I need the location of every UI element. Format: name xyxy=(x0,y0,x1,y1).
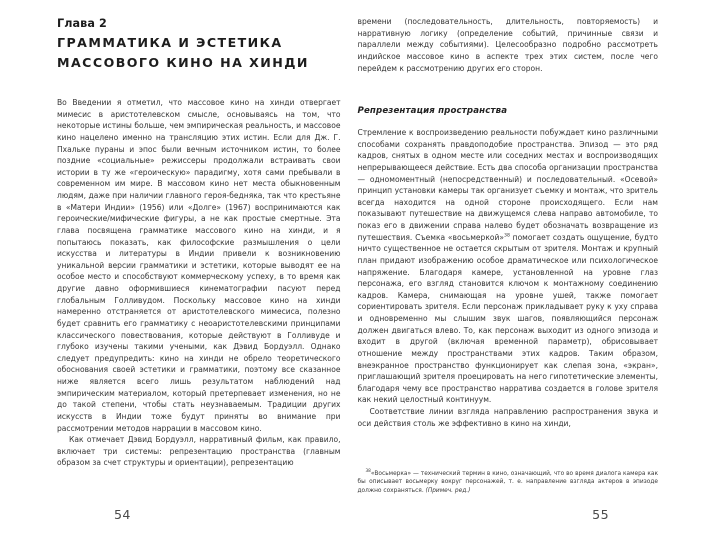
paragraph: Во Введении я отметил, что массовое кино на хинди отвергает мимесис в аристотелевском смысле, основываясь на том, что некоторые истины больше, чем эмпирическая реальность, и массовое кино нацелено именно на трансляцию этих истин. Если для Дж. Г. Пхальке пураны и эпос были вечным источником истин, то более поздние «социальные» режиссеры продолжали встраивать свои истории в ту же «героическую» парадигму, хотя сами пребывали в современном им мире. В массовом кино нет места обыкновенным людям, даже при наличии главного героя-бедняка, так что крестьяне в «Матери Индии» (1956) или «Долге» (1967) воспринимаются как героические/мифические фигуры, а не как простые смертные. Эта глава посвящена грамматике массового кино на хинди, и я попытаюсь показать, как философские размышления о цели искусства и литературы в Индии привели к возникновению уникальной версии грамматики и эстетики, которые выводят ее на особое место и способствуют коммерческому успеху, в то время как другие давно оформившиеся кинематографии пасуют перед глобальным Голливудом. Поскольку массовое кино на хинди намеренно отстраняется от аристотелевского мимесиса, полезно будет сравнить его грамматику с неоаристотелевскими принципами классического повествования, которые действуют в Голливуде и глубоко изучены такими учеными, как Дэвид Бордуэлл. Однако следует предупредить: кино на хинди не обрело теоретического обоснования своей эстетики и грамматики, поэтому все сказанное ниже является всего лишь результатом наблюдений над эмпирическим материалом, который претерпевает изменения, но не до такой степени, чтобы стать неузнаваемым. Традиции других искусств в Индии тоже будут приняты во внимание при рассмотрении методов наррации в массовом кино. xyxy=(57,98,341,433)
footnote-text: «Восьмерка» — технический термин в кино, означающий, что во время диалога камера как бы описывает восьмерку вокруг персонажей, т. е. направление взгляда актеров в эпизоде должно сохраняться. xyxy=(357,471,658,494)
chapter-title-line-1: ГРАММАТИКА И ЭСТЕТИКА xyxy=(57,34,283,50)
paragraph-text-after-footnote-ref: помогает создать ощущение, будто ничто существенное не остается скрытым от зрителя. Монтаж и крупный план придают изображению особое драматическое или психологическое напряжение. Благодаря камере, установленной на уровне глаз персонажа, его взгляд становится ключом к монтажному соединению кадров. Камера, снимающая на уровне ушей, также помогает сориентировать зрителя. Если персонаж прикладывает руку к уху справа и одновременно мы слышим звук шагов, появляющийся персонаж должен двигаться влево. То, как персонаж выходит из одного эпизода и входит в другой (включая временной параметр), обрисовывает отношение между пространствами этих кадров. Таким образом, внеэкранное пространство функционирует как слепая зона, «экран», приглашающий зрителя проецировать на него гипотетические элементы, благодаря чему все пространство нарратива создается в голове зрителя как некий целостный континуум. xyxy=(357,232,658,405)
page-title xyxy=(57,33,341,74)
paragraph xyxy=(358,127,659,406)
footnote-marker: 38 xyxy=(365,468,371,474)
right-page-column xyxy=(358,0,659,540)
paragraph: времени (последовательность, длительность, повторяемость) и нарративную логику (определение событий, причинные связи и параллели между событиями). Целесообразно подробно рассмотреть индийское массовое кино в аспекте трех этих систем, после чего перейдем к рассмотрению других его сторон. xyxy=(357,17,658,73)
paragraph: Как отмечает Дэвид Бордуэлл, нарративный фильм, как правило, включает три системы: репрезентацию пространства (главным образом за счет структуры и ориентации), репрезентацию xyxy=(57,435,341,468)
footnote-editor-note: (Примеч. ред.) xyxy=(425,487,471,494)
paragraph-text-before-footnote-ref: Стремление к воспроизведению реальности побуждает кино различными способами сохранять правдоподобие пространства. Эпизод — это ряд кадров, снятых в одном месте или соседних местах и воспроизводящих непрерывающееся действие. Есть два способа организации пространства — одномоментный (непосредственный) и последовательный. «Осевой» принцип установки камеры так организует съемку и монтаж, что зритель всегда находится на одной стороне происходящего. Если нам показывают путешествие на движущемся слева направо автомобиле, то показ его в движении справа налево будет обозначать возвращение из путешествия. Съемка «восьмеркой» xyxy=(357,128,658,242)
chapter-title-line-2: МАССОВОГО КИНО НА ХИНДИ xyxy=(57,55,309,71)
section-heading: Репрезентация пространства xyxy=(357,106,508,116)
left-page-column xyxy=(57,0,341,540)
right-page xyxy=(354,0,707,540)
footnote-reference-marker[interactable]: 38 xyxy=(504,233,510,239)
page-number-left: 54 xyxy=(114,507,131,522)
paragraph-text: Соответствие линии взгляда направлению распространения звука и оси действия столь же эффективно в кино на хинди, xyxy=(357,407,658,428)
page-number-right: 55 xyxy=(592,507,609,522)
footnote-block xyxy=(358,470,659,495)
chapter-heading-block xyxy=(57,16,341,74)
paragraph xyxy=(358,406,659,429)
right-page-body xyxy=(358,127,659,429)
chapter-number: Глава 2 xyxy=(57,17,107,30)
footnote-item xyxy=(358,470,659,495)
right-page-continuation xyxy=(358,16,659,74)
left-page-body xyxy=(57,97,341,469)
